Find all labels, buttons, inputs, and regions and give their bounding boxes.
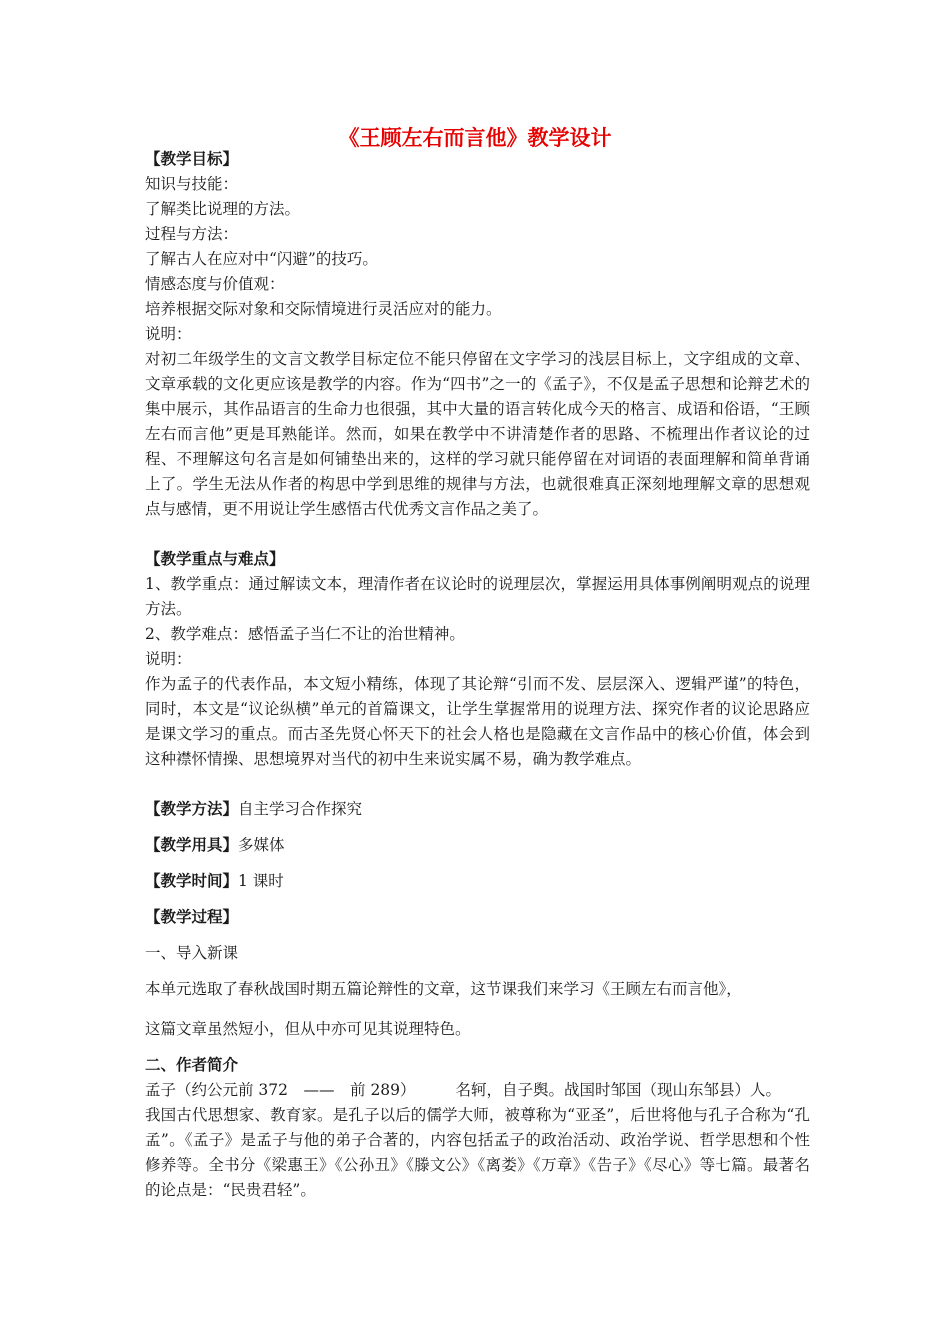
- key-point-1: 1、教学重点：通过解读文本，理清作者在议论时的说理层次，掌握运用具体事例阐明观点的说理方法。: [145, 575, 810, 618]
- method-heading: 【教学方法】: [145, 800, 239, 818]
- objectives-line: 情感态度与价值观：: [145, 275, 285, 293]
- objectives-explanation: 对初二年级学生的文言文教学目标定位不能只停留在文字学习的浅层目标上，文字组成的文章、文章承载的文化更应该是教学的内容。作为“四书”之一的《孟子》，不仅是孟子思想和论辩艺术的集中展示，其作品语言的生命力也很强，其中大量的语言转化成今天的格言、成语和俗语，“王顾左右而言他”更是耳熟能详。然而，如果在教学中不讲清楚作者的思路、不梳理出作者议论的过程、不理解这句名言是如何铺垫出来的，这样的学习就只能停留在对词语的表面理解和简单背诵上了。学生无法从作者的构思中学到思维的规律与方法，也就很难真正深刻地理解文章的思想观点与感情，更不用说让学生感悟古代优秀文言作品之美了。: [145, 350, 810, 518]
- process-heading: 【教学过程】: [145, 908, 239, 926]
- objectives-heading: 【教学目标】: [145, 150, 239, 168]
- process-intro1: 本单元选取了春秋战国时期五篇论辩性的文章，这节课我们来学习《王顾左右而言他》，: [145, 980, 742, 998]
- process-section1-line: [145, 941, 810, 966]
- tools-line: [145, 833, 810, 858]
- key-points-explanation: 作为孟子的代表作品，本文短小精练，体现了其论辩“引而不发、层层深入、逻辑严谨”的特色，同时，本文是“议论纵横”单元的首篇课文，让学生掌握常用的说理方法、探究作者的议论思路应是课文学习的重点。而古圣先贤心怀天下的社会人格也是隐藏在文言作品中的核心价值，体会到这种襟怀情操、思想境界对当代的初中生来说实属不易，确为教学难点。: [145, 675, 810, 768]
- objectives-line: 了解古人在应对中“闪避”的技巧。: [145, 250, 378, 268]
- objectives-line: 说明：: [145, 325, 192, 343]
- author-name-origin: 名轲，自子舆。战国时邹国（现山东邹县）人。: [455, 1081, 782, 1099]
- author-heading: 二、作者简介: [145, 1056, 239, 1074]
- key-points-heading: 【教学重点与难点】: [145, 550, 285, 568]
- process-intro1-line: [145, 977, 815, 1002]
- process-heading-line: [145, 905, 810, 930]
- tools-value: 多媒体: [238, 836, 285, 854]
- method-value: 自主学习合作探究: [238, 800, 363, 818]
- tools-heading: 【教学用具】: [145, 836, 239, 854]
- key-points-note-label: 说明：: [145, 650, 192, 668]
- objectives-line: 培养根据交际对象和交际情境进行灵活应对的能力。: [145, 300, 502, 318]
- process-intro2-line: [145, 1017, 810, 1042]
- key-points-section: [145, 547, 810, 772]
- process-section1: 一、导入新课: [145, 944, 239, 962]
- time-value: 1 课时: [238, 872, 284, 890]
- author-dates: 孟子（约公元前 372 —— 前 289）: [145, 1081, 416, 1099]
- key-point-2: 2、教学难点：感悟孟子当仁不让的治世精神。: [145, 625, 465, 643]
- author-section: [145, 1053, 810, 1203]
- document-title: 《王顾左右而言他》教学设计: [338, 126, 612, 150]
- objectives-section: [145, 147, 810, 522]
- author-description: 我国古代思想家、教育家。是孔子以后的儒学大师，被尊称为“亚圣”，后世将他与孔子合称为“孔孟”。《孟子》是孟子与他的弟子合著的，内容包括孟子的政治活动、政治学说、哲学思想和个性修养等。全书分《梁惠王》《公孙丑》《滕文公》《离娄》《万章》《告子》《尽心》等七篇。最著名的论点是：“民贵君轻”。: [145, 1106, 810, 1199]
- objectives-line: 过程与方法：: [145, 225, 239, 243]
- method-line: [145, 797, 810, 822]
- time-heading: 【教学时间】: [145, 872, 239, 890]
- objectives-line: 了解类比说理的方法。: [145, 200, 301, 218]
- objectives-line: 知识与技能：: [145, 175, 239, 193]
- process-intro2: 这篇文章虽然短小，但从中亦可见其说理特色。: [145, 1020, 471, 1038]
- time-line: [145, 869, 810, 894]
